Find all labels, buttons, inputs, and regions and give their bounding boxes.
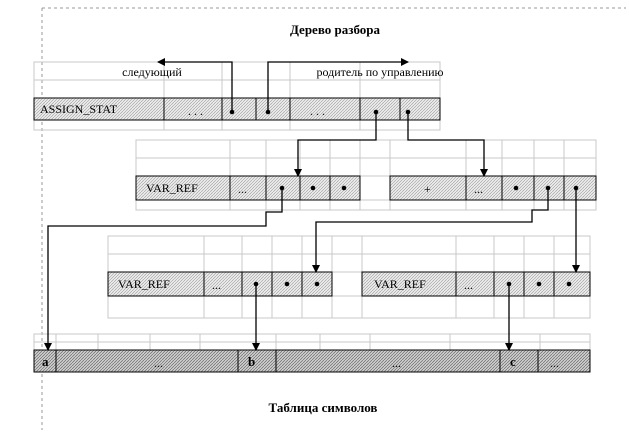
dot-l2l-3 [342, 186, 347, 191]
level2-right-name: + [424, 182, 431, 196]
parse-tree-title: Дерево разбора [289, 22, 381, 37]
level2-right-ellipsis: ... [474, 182, 483, 196]
arrow-to-level2-right [408, 112, 484, 176]
level3-right-node [362, 272, 590, 296]
dot-l3r-3 [567, 282, 572, 287]
root-node [34, 98, 440, 120]
level2-right-node [390, 176, 596, 200]
root-ellipsis-1: . . . [188, 104, 203, 118]
level3-right-name: VAR_REF [374, 277, 426, 291]
dot-l3r-2 [537, 282, 542, 287]
arrow-to-level3-left [316, 188, 548, 272]
dot-l3l-3 [315, 282, 320, 287]
level3-left-ellipsis: ... [212, 278, 221, 292]
arrow-to-level2-left [298, 112, 376, 176]
symbol-c: c [510, 354, 516, 369]
next-label: следующий [122, 65, 182, 79]
root-ellipsis-2: . . . [310, 104, 325, 118]
symbol-ellipsis-3: ... [550, 356, 559, 370]
root-node-name: ASSIGN_STAT [40, 102, 118, 116]
symbol-ellipsis-2: ... [392, 356, 401, 370]
level2-left-node [136, 176, 360, 200]
symbol-ellipsis-1: ... [154, 356, 163, 370]
arrow-to-symbol-a [48, 188, 282, 350]
level2-left-ellipsis: ... [238, 182, 247, 196]
parent-label: родитель по управлению [316, 65, 444, 79]
symbol-table-title: Таблица символов [268, 400, 378, 415]
symbol-b: b [248, 354, 256, 369]
dot-l3l-2 [285, 282, 290, 287]
level3-right-ellipsis: ... [464, 278, 473, 292]
level2-left-name: VAR_REF [146, 181, 198, 195]
level3-left-node [108, 272, 332, 296]
dot-l2r-1 [514, 186, 519, 191]
dot-l2l-2 [311, 186, 316, 191]
symbol-table-row [34, 350, 590, 372]
symbol-a: a [42, 354, 49, 369]
level3-left-name: VAR_REF [118, 277, 170, 291]
